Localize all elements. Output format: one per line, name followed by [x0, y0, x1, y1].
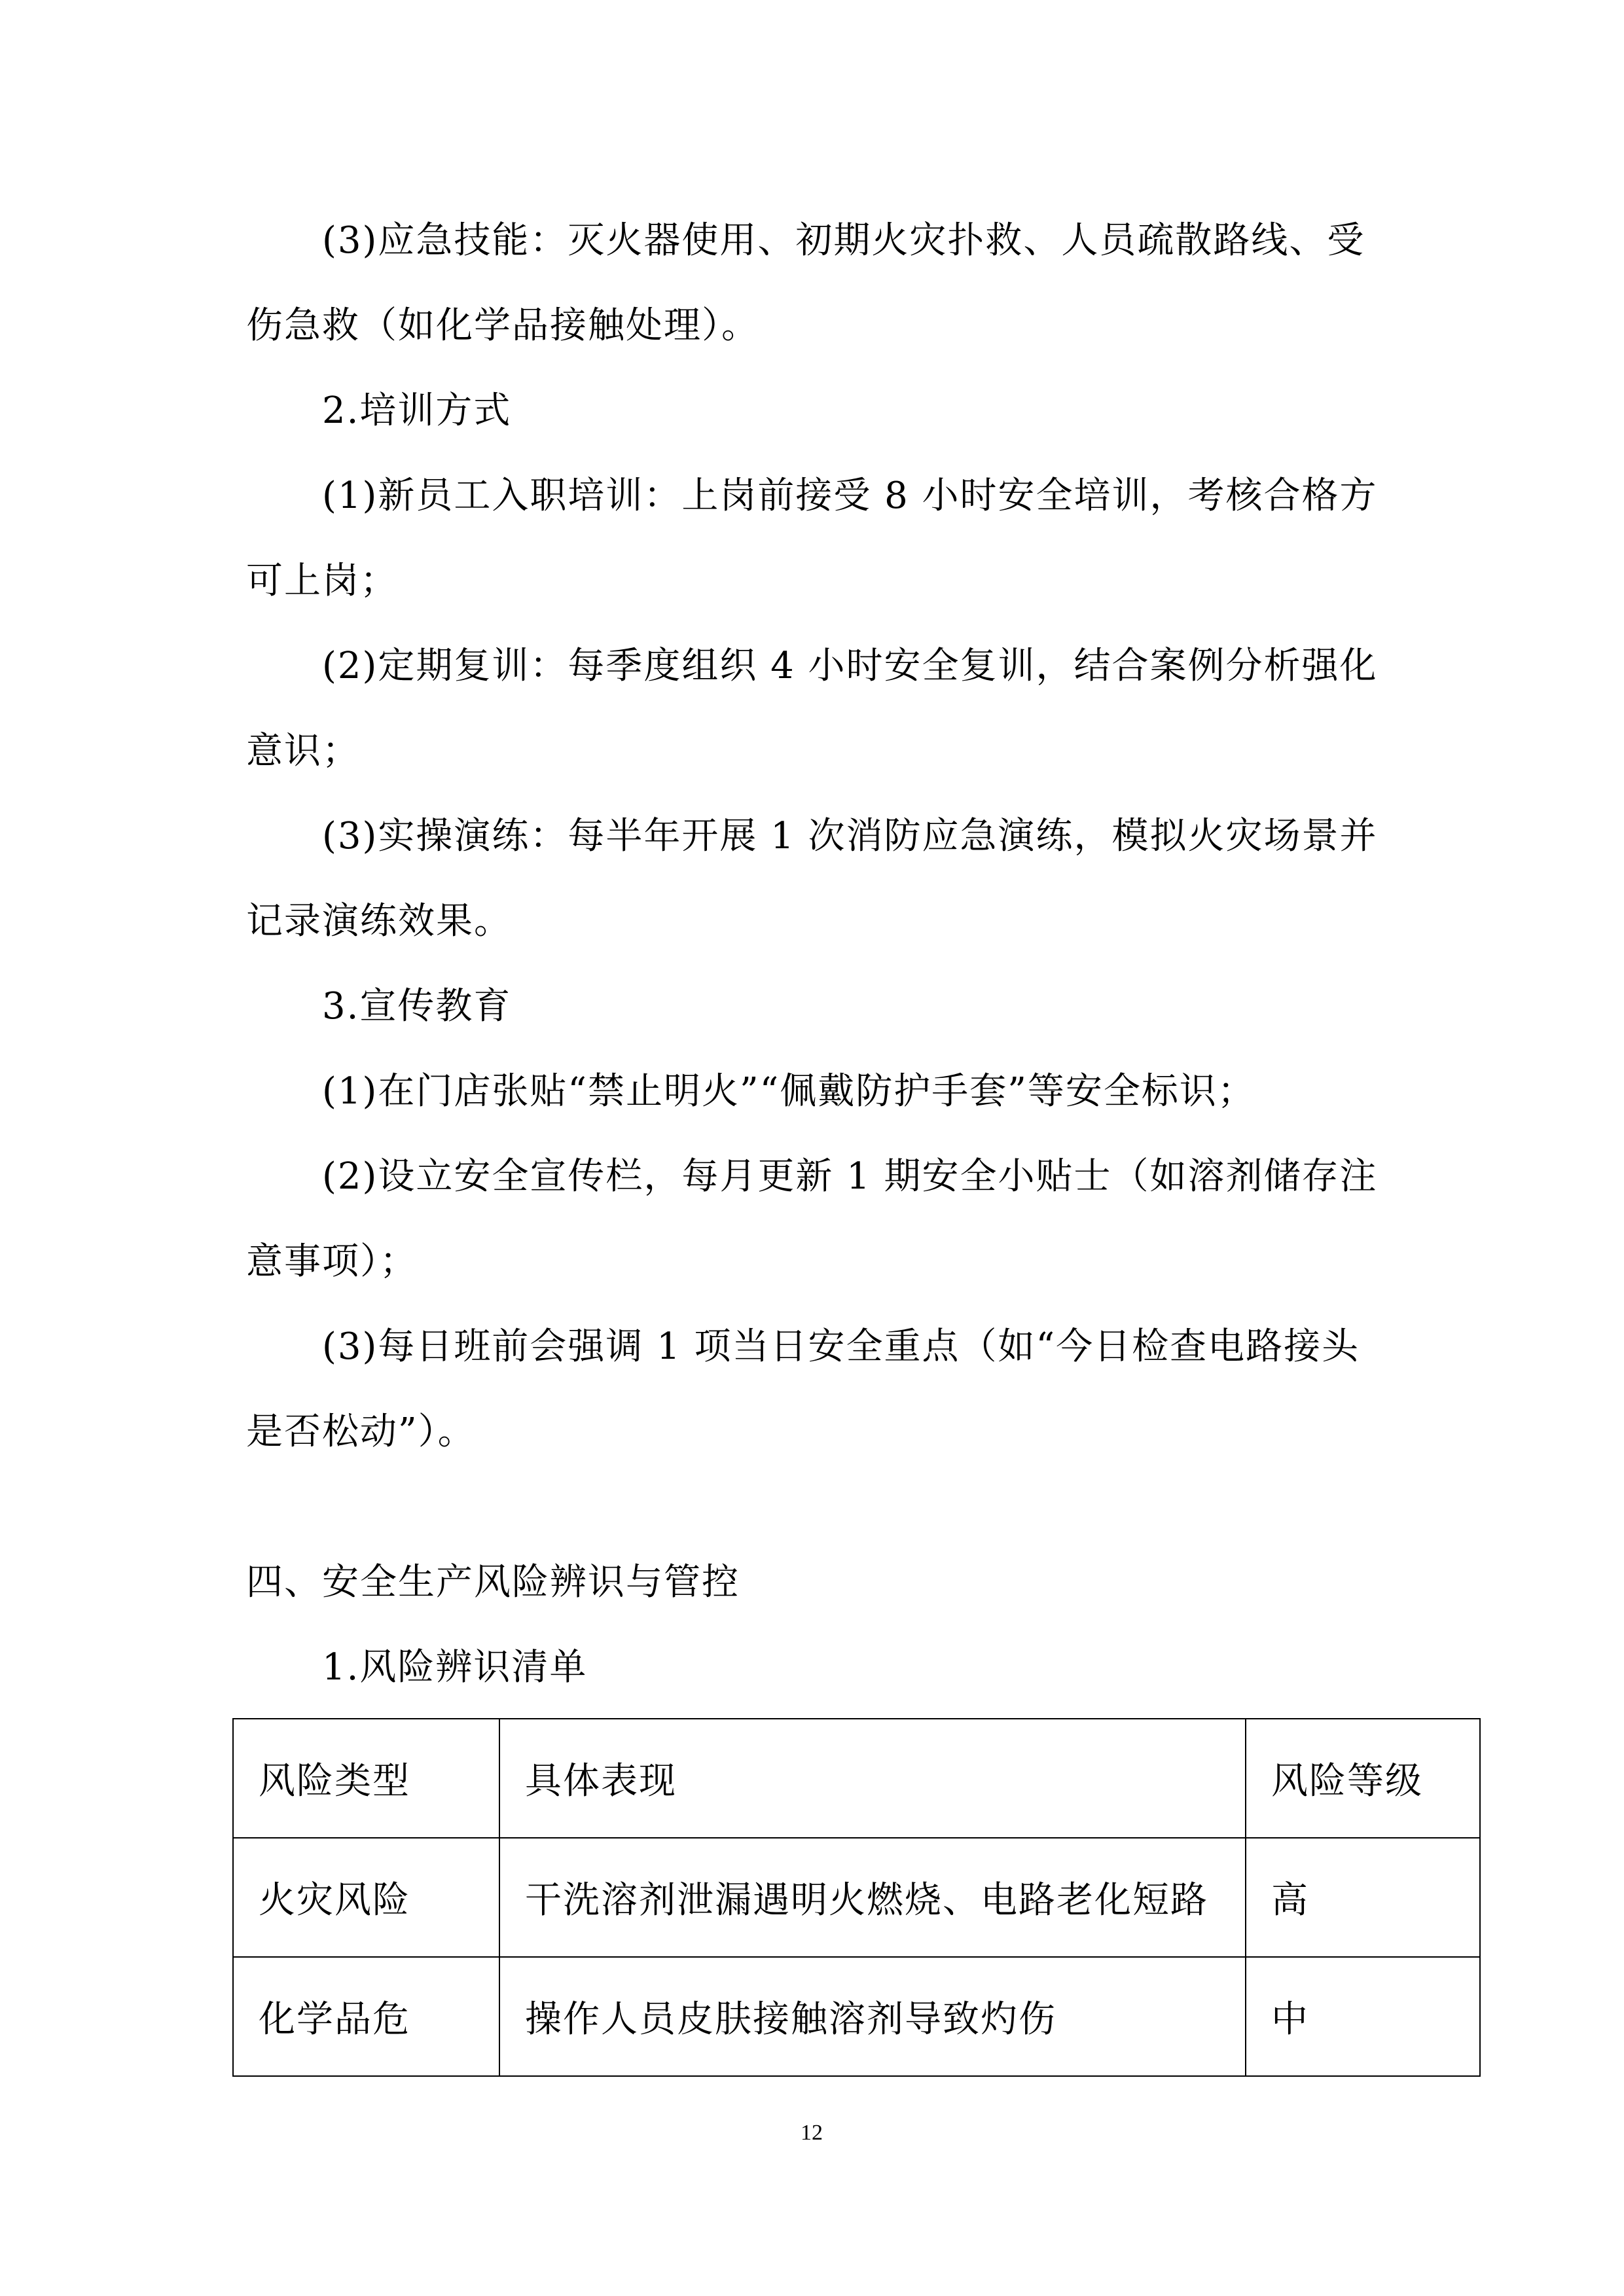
risk-identification-table	[232, 1718, 1481, 2077]
paragraph-periodic-retraining-line2: 意识；	[246, 730, 360, 772]
section-four-subtitle: 1.风险辨识清单	[322, 1646, 588, 1689]
paragraph-daily-briefing-line2: 是否松动”）。	[246, 1410, 476, 1453]
cell-risk-type: 化学品危	[233, 1957, 499, 2076]
cell-risk-level: 中	[1246, 1957, 1480, 2076]
table-header-row	[233, 1719, 1480, 1838]
cell-manifestation: 操作人员皮肤接触溶剂导致灼伤	[499, 1957, 1246, 2076]
header-manifestation: 具体表现	[499, 1719, 1246, 1838]
heading-publicity-education: 3.宣传教育	[322, 985, 512, 1028]
header-risk-type: 风险类型	[233, 1719, 499, 1838]
section-four-title: 四、安全生产风险辨识与管控	[246, 1561, 740, 1604]
paragraph-new-employee-training-line2: 可上岗；	[246, 560, 398, 602]
paragraph-daily-briefing-line1: (3)每日班前会强调 1 项当日安全重点（如“今日检查电路接头	[322, 1325, 1360, 1368]
paragraph-safety-board-line2: 意事项）；	[246, 1240, 418, 1283]
paragraph-safety-board-line1: (2)设立安全宣传栏，每月更新 1 期安全小贴士（如溶剂储存注	[322, 1155, 1378, 1198]
paragraph-periodic-retraining-line1: (2)定期复训：每季度组织 4 小时安全复训，结合案例分析强化	[322, 645, 1378, 687]
table-row	[233, 1957, 1480, 2076]
paragraph-safety-signs: (1)在门店张贴“禁止明火”“佩戴防护手套”等安全标识；	[322, 1070, 1255, 1113]
paragraph-emergency-skills-line2: 伤急救（如化学品接触处理）。	[246, 304, 759, 347]
cell-risk-type: 火灾风险	[233, 1838, 499, 1957]
paragraph-drill-line2: 记录演练效果。	[246, 900, 512, 942]
table-row	[233, 1838, 1480, 1957]
page-number: 12	[801, 2121, 823, 2145]
paragraph-emergency-skills-line1: (3)应急技能：灭火器使用、初期火灾扑救、人员疏散路线、受	[322, 219, 1365, 262]
paragraph-new-employee-training-line1: (1)新员工入职培训：上岗前接受 8 小时安全培训，考核合格方	[322, 475, 1378, 517]
paragraph-drill-line1: (3)实操演练：每半年开展 1 次消防应急演练，模拟火灾场景并	[322, 815, 1378, 857]
cell-risk-level: 高	[1246, 1838, 1480, 1957]
header-risk-level: 风险等级	[1246, 1719, 1480, 1838]
cell-manifestation: 干洗溶剂泄漏遇明火燃烧、电路老化短路	[499, 1838, 1246, 1957]
heading-training-method: 2.培训方式	[322, 389, 512, 432]
